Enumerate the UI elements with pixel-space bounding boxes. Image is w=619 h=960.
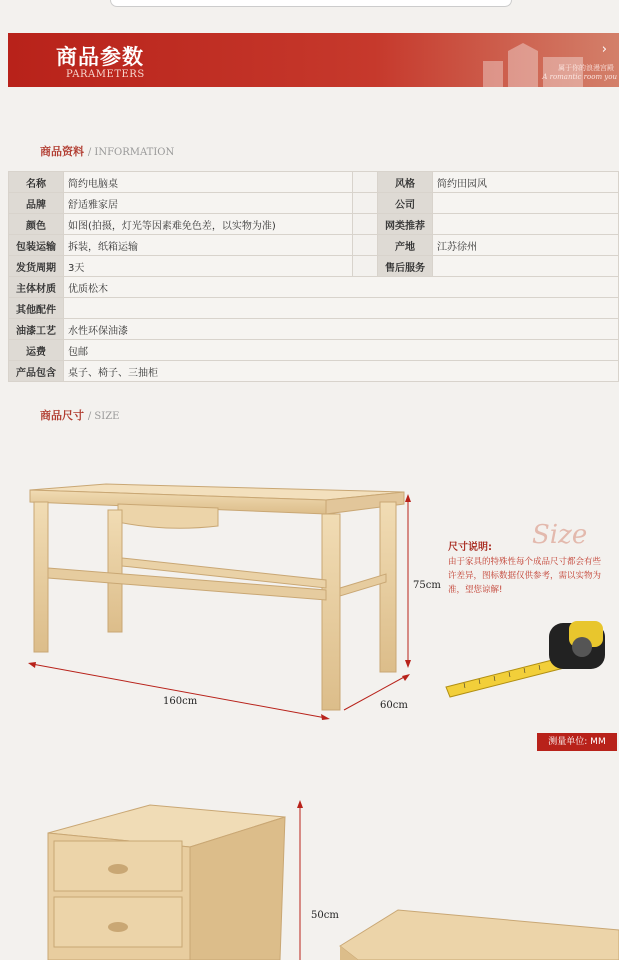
top-frame (110, 0, 512, 7)
info-row (9, 256, 619, 277)
info-label: 发货周期 (9, 256, 64, 277)
info-label: 公司 (378, 193, 433, 214)
info-label: 颜色 (9, 214, 64, 235)
info-label: 风格 (378, 172, 433, 193)
info-label: 包装运输 (9, 235, 64, 256)
info-gap (353, 214, 378, 235)
info-section-heading (40, 143, 174, 159)
info-section-en: / INFORMATION (87, 147, 175, 158)
size-note-title: 尺寸说明: (448, 542, 492, 553)
info-row (9, 235, 619, 256)
cabinet-illustration (40, 793, 290, 960)
info-gap (353, 256, 378, 277)
chevron-right-icon: › (601, 42, 607, 57)
info-value (433, 214, 619, 235)
info-label: 主体材质 (9, 277, 64, 298)
cabinet-height-line (295, 800, 305, 960)
info-value: 水性环保油漆 (64, 319, 619, 340)
info-row (9, 193, 619, 214)
banner-tagline-en: A romantic room you (542, 73, 617, 81)
desk-illustration (26, 478, 426, 723)
info-label: 运费 (9, 340, 64, 361)
info-label: 售后服务 (378, 256, 433, 277)
banner-subtitle: PARAMETERS (66, 69, 145, 80)
size-script-word: Size (532, 520, 588, 550)
info-gap (353, 193, 378, 214)
size-note (448, 541, 603, 597)
parameters-banner (8, 33, 619, 87)
info-value: 3天 (64, 256, 353, 277)
length-dimension: 160cm (163, 696, 198, 707)
info-row (9, 340, 619, 361)
info-value (433, 193, 619, 214)
info-value: 简约电脑桌 (64, 172, 353, 193)
banner-title: 商品参数 (56, 45, 144, 69)
info-label: 名称 (9, 172, 64, 193)
info-value: 包邮 (64, 340, 619, 361)
height-dimension: 75cm (413, 580, 441, 591)
unit-badge: 测量单位: MM (537, 733, 617, 751)
info-row (9, 277, 619, 298)
info-value: 拆装，纸箱运输 (64, 235, 353, 256)
tape-measure-icon (444, 615, 614, 710)
size-note-text: 由于家具的特殊性每个成品尺寸都会有些许差异，图标数据仅供参考，需以实物为准，望您谅解! (448, 557, 602, 595)
size-section-en: / SIZE (87, 411, 120, 422)
size-section-heading (40, 407, 119, 423)
depth-dimension: 60cm (380, 700, 408, 711)
info-label: 油漆工艺 (9, 319, 64, 340)
cabinet-height-dimension: 50cm (311, 910, 339, 921)
size-section-title: 商品尺寸 (40, 409, 84, 422)
info-row (9, 319, 619, 340)
info-value: 桌子、椅子、三抽柜 (64, 361, 619, 382)
info-value: 简约田园风 (433, 172, 619, 193)
info-label: 产品包含 (9, 361, 64, 382)
info-value: 舒适雅家居 (64, 193, 353, 214)
info-value (433, 256, 619, 277)
info-value: 如图(拍摄，灯光等因素难免色差，以实物为准) (64, 214, 353, 235)
banner-tagline-cn: 属于你的浪漫宫殿 (558, 64, 614, 72)
info-label: 网类推荐 (378, 214, 433, 235)
info-gap (353, 172, 378, 193)
info-value: 江苏徐州 (433, 235, 619, 256)
info-label: 产地 (378, 235, 433, 256)
info-row (9, 172, 619, 193)
info-gap (353, 235, 378, 256)
info-section-title: 商品资料 (40, 145, 84, 158)
info-row (9, 214, 619, 235)
info-table (8, 171, 619, 382)
info-row (9, 361, 619, 382)
info-label: 品牌 (9, 193, 64, 214)
info-value (64, 298, 619, 319)
info-label: 其他配件 (9, 298, 64, 319)
info-value: 优质松木 (64, 277, 619, 298)
chair-illustration (338, 906, 619, 960)
info-row (9, 298, 619, 319)
